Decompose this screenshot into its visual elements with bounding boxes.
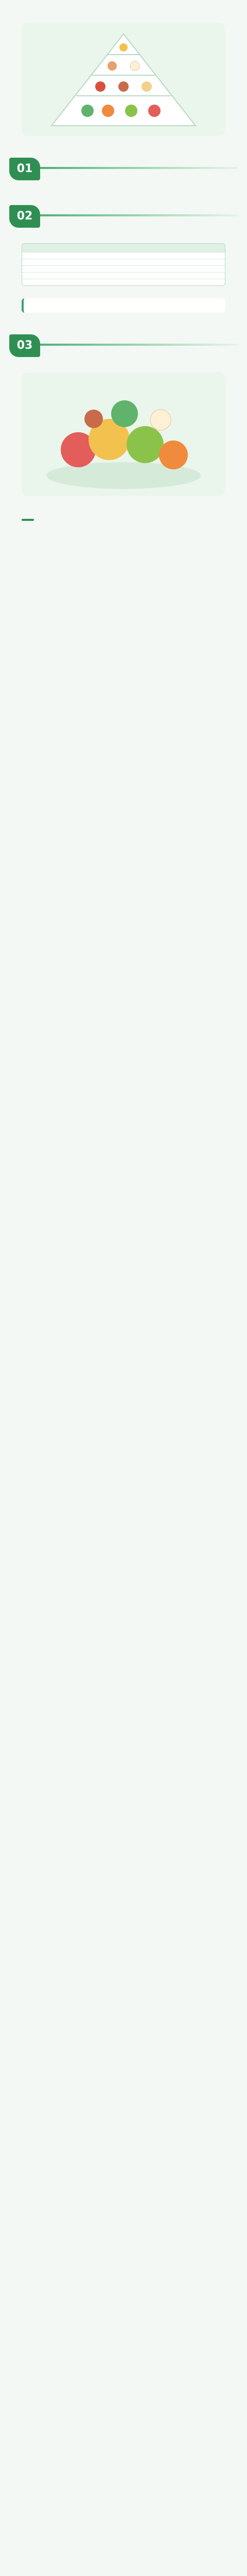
nutrition-cell-item — [22, 273, 90, 279]
nutrition-cell-per100 — [90, 279, 157, 286]
section-number: 01 — [9, 158, 40, 180]
section-header-03 — [0, 331, 247, 360]
nutrition-cell-item — [22, 279, 90, 286]
nutrition-cell-per100 — [90, 252, 157, 259]
nutrition-label-title — [22, 244, 225, 252]
nutrition-row — [22, 279, 225, 286]
nutrition-cell-nrv — [157, 252, 225, 259]
nutrition-label-table — [22, 243, 225, 286]
nutrition-row — [22, 252, 225, 259]
nutrition-cell-nrv — [157, 259, 225, 266]
section-number: 02 — [9, 205, 40, 228]
nutrition-cell-item — [22, 252, 90, 259]
section-number: 03 — [9, 334, 40, 357]
nutrition-row — [22, 259, 225, 266]
nutrition-cell-nrv — [157, 266, 225, 273]
nutrition-cell-nrv — [157, 279, 225, 286]
faq-tag — [22, 519, 34, 521]
food-pyramid-illustration — [22, 23, 225, 136]
tip-callout — [22, 298, 225, 313]
pyramid-icon — [46, 31, 201, 129]
nutrition-cell-nrv — [157, 273, 225, 279]
section-header-01 — [0, 155, 247, 183]
nutrition-cell-item — [22, 259, 90, 266]
food-basket-icon — [22, 372, 225, 496]
food-basket-illustration — [22, 372, 225, 496]
nutrition-cell-per100 — [90, 266, 157, 273]
nutrition-cell-per100 — [90, 273, 157, 279]
nutrition-row — [22, 273, 225, 279]
nutrition-cell-item — [22, 266, 90, 273]
nutrition-cell-per100 — [90, 259, 157, 266]
section-header-02 — [0, 202, 247, 231]
nutrition-row — [22, 266, 225, 273]
